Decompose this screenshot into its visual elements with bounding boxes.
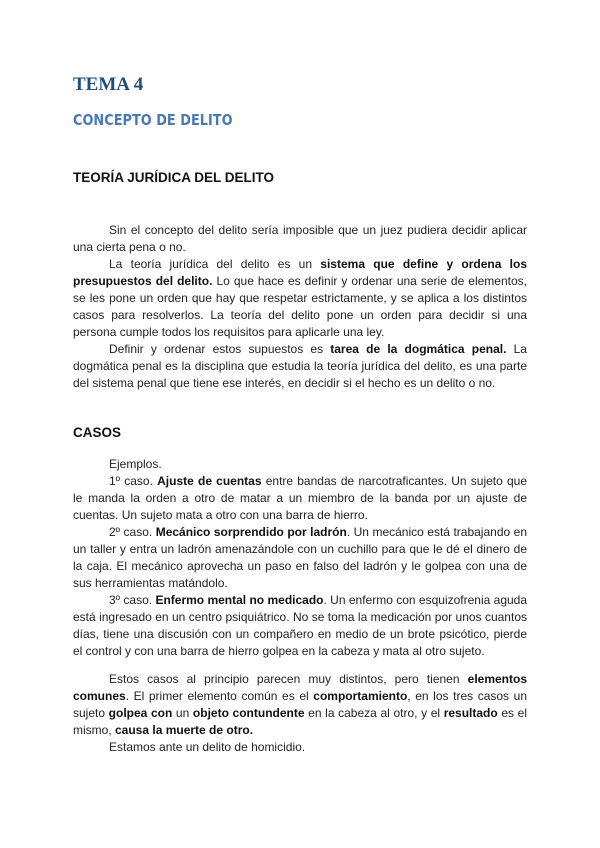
bold-text: causa la muerte de otro. (115, 723, 254, 737)
paragraph-text: 2º caso. (109, 525, 156, 539)
paragraph (73, 671, 527, 739)
bold-text: objeto contundente (192, 706, 305, 720)
section-heading-casos: CASOS (73, 425, 122, 440)
paragraph (73, 739, 527, 756)
bold-text: Ajuste de cuentas (157, 474, 262, 488)
paragraph-text: Definir y ordenar estos supuestos es (109, 342, 331, 356)
chapter-subtitle: CONCEPTO DE DELITO (73, 111, 233, 129)
bold-text: comportamiento (313, 689, 408, 703)
paragraph-text: La dogmática penal es la disciplina que estudia la teoría jurídica del delito, es una parte del sistema penal que tiene ese interés, en decidir si el hecho es un delito o no. (73, 342, 527, 390)
section-body-teoria (73, 222, 527, 392)
paragraph-text: 1º caso. (109, 474, 158, 488)
bold-text: golpea con (108, 706, 173, 720)
bold-text: sistema que define y ordena los presupuestos del delito. (73, 257, 528, 288)
paragraph-text: . Un mecánico está trabajando en un taller y entra un ladrón amenazándole con un cuchillo para que le dé el dinero de la caja. El mecánico aprovecha un paso en falso del ladrón y le golpea con una de sus herramientas matándolo. (73, 525, 527, 590)
paragraph-text: entre bandas de narcotraficantes. Un sujeto que le manda la orden a otro de matar a un miembro de la banda por un ajuste de cuentas. Un sujeto mata a otro con una barra de hierro. (73, 474, 528, 522)
bold-text: tarea de la dogmática penal. (330, 342, 507, 356)
paragraph-text: . El primer elemento común es el (125, 689, 314, 703)
paragraph-text: Lo que hace es definir y ordenar una serie de elementos, se les pone un orden que hay que respetar estrictamente, y se aplica a los distintos casos para resolverlos. La teoría del delito pone un orden para decidir si una persona cumple todos los requisitos para aplicarle una ley. (73, 274, 527, 339)
paragraph-text: . Un enfermo con esquizofrenia aguda está ingresado en un centro psiquiátrico. No se toma la medicación por unos cuantos días, tiene una discusión con un compañero en medio de un brote psicótico, pierde el control y con una barra de hierro golpea en la cabeza y mata al otro sujeto. (73, 593, 528, 658)
paragraph-text: es el mismo, (73, 706, 528, 737)
section-heading-teoria: TEORÍA JURÍDICA DEL DELITO (73, 170, 275, 185)
case-paragraph (73, 592, 527, 660)
bold-text: Mecánico sorprendido por ladrón (155, 525, 347, 539)
paragraph (73, 341, 527, 392)
case-paragraph (73, 473, 527, 524)
paragraph (73, 256, 527, 341)
paragraph-text: en la cabeza al otro, y el (304, 706, 444, 720)
paragraph-text: Estos casos al principio parecen muy distintos, pero tienen (109, 672, 468, 686)
paragraph-text: un (172, 706, 193, 720)
bold-text: elementos comunes (73, 672, 527, 703)
paragraph (73, 456, 527, 473)
paragraph-text: Estamos ante un delito de homicidio. (109, 740, 306, 754)
paragraph-text: Sin el concepto del delito sería imposible que un juez pudiera decidir aplicar una cierta pena o no. (73, 223, 527, 254)
paragraph-text: Ejemplos. (109, 457, 162, 471)
summary-block (73, 671, 527, 756)
case-paragraph (73, 524, 527, 592)
chapter-title: TEMA 4 (73, 74, 144, 95)
paragraph (73, 222, 527, 256)
bold-text: Enfermo mental no medicado (155, 593, 324, 607)
bold-text: resultado (443, 706, 498, 720)
section-body-casos (73, 456, 527, 660)
paragraph-text: La teoría jurídica del delito es un (109, 257, 321, 271)
paragraph-text: 3º caso. (109, 593, 156, 607)
paragraph-text: , en los tres casos un sujeto (73, 689, 528, 720)
